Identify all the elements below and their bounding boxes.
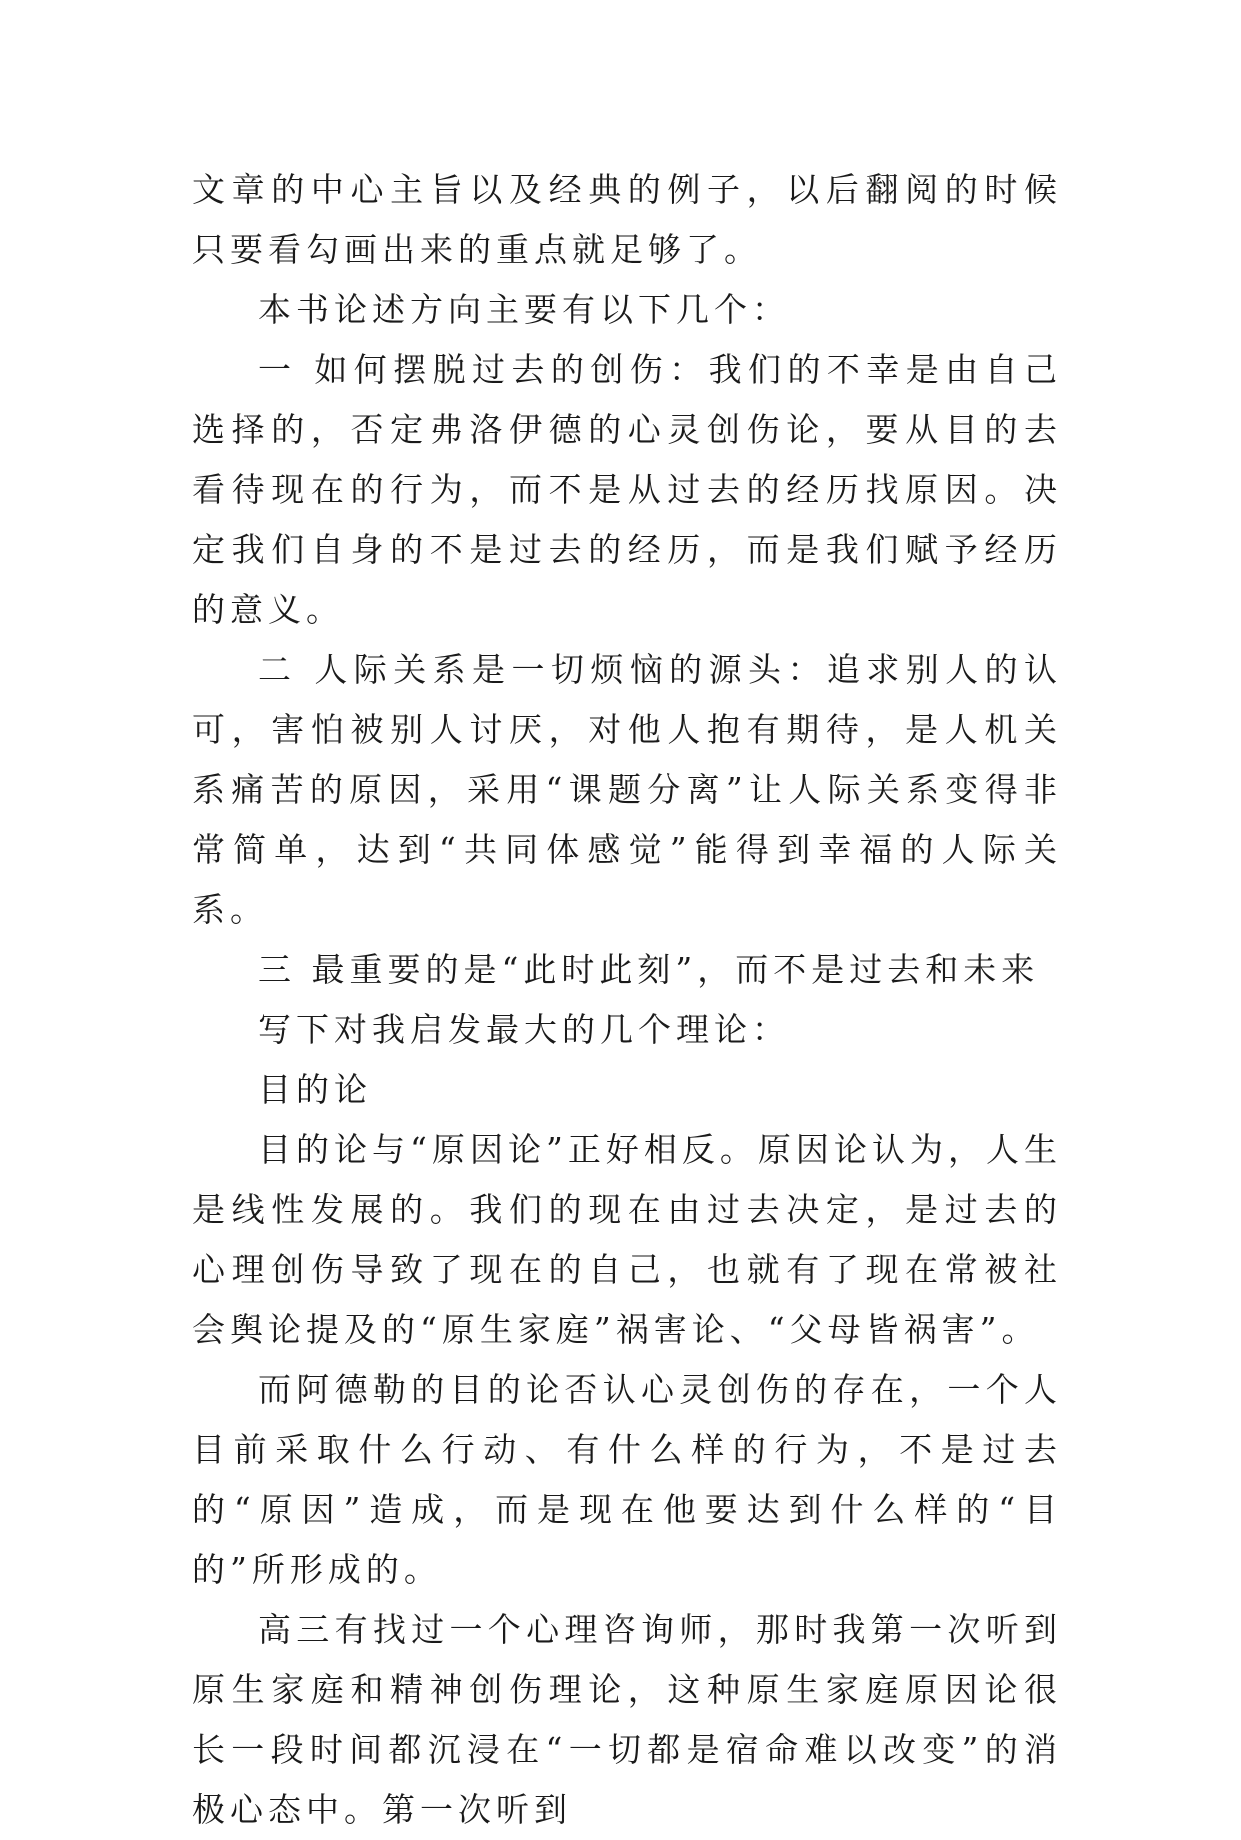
- document-body: [192, 160, 1062, 1840]
- paragraph-personal-experience: 高三有找过一个心理咨询师，那时我第一次听到原生家庭和精神创伤理论，这种原生家庭原因论很长一段时间都沉浸在“一切都是宿命难以改变”的消极心态中。第一次听到: [192, 1610, 1062, 1829]
- paragraph-point-one: 一 如何摆脱过去的创伤：我们的不幸是由自己选择的，否定弗洛伊德的心灵创伤论，要从目的去看待现在的行为，而不是从过去的经历找原因。决定我们自身的不是过去的经历，而是我们赋予经历的意义。: [192, 350, 1062, 629]
- paragraph-teleology-vs-etiology: 目的论与“原因论”正好相反。原因论认为，人生是线性发展的。我们的现在由过去决定，是过去的心理创伤导致了现在的自己，也就有了现在常被社会舆论提及的“原生家庭”祸害论、“父母皆祸害”。: [192, 1130, 1062, 1349]
- paragraph-book-directions-intro: 本书论述方向主要有以下几个：: [258, 290, 790, 329]
- paragraph-point-two: 二 人际关系是一切烦恼的源头：追求别人的认可，害怕被别人讨厌，对他人抱有期待，是人机关系痛苦的原因，采用“课题分离”让人际关系变得非常简单，达到“共同体感觉”能得到幸福的人际关系。: [192, 650, 1062, 929]
- paragraph-continuation: 文章的中心主旨以及经典的例子，以后翻阅的时候只要看勾画出来的重点就足够了。: [192, 170, 1062, 269]
- paragraph-theories-intro: 写下对我启发最大的几个理论：: [258, 1010, 790, 1049]
- paragraph-adler-teleology: 而阿德勒的目的论否认心灵创伤的存在，一个人目前采取什么行动、有什么样的行为，不是过去的“原因”造成，而是现在他要达到什么样的“目的”所形成的。: [192, 1370, 1062, 1589]
- section-heading-teleology: 目的论: [258, 1070, 372, 1109]
- paragraph-point-three: 三 最重要的是“此时此刻”，而不是过去和未来: [258, 950, 1040, 989]
